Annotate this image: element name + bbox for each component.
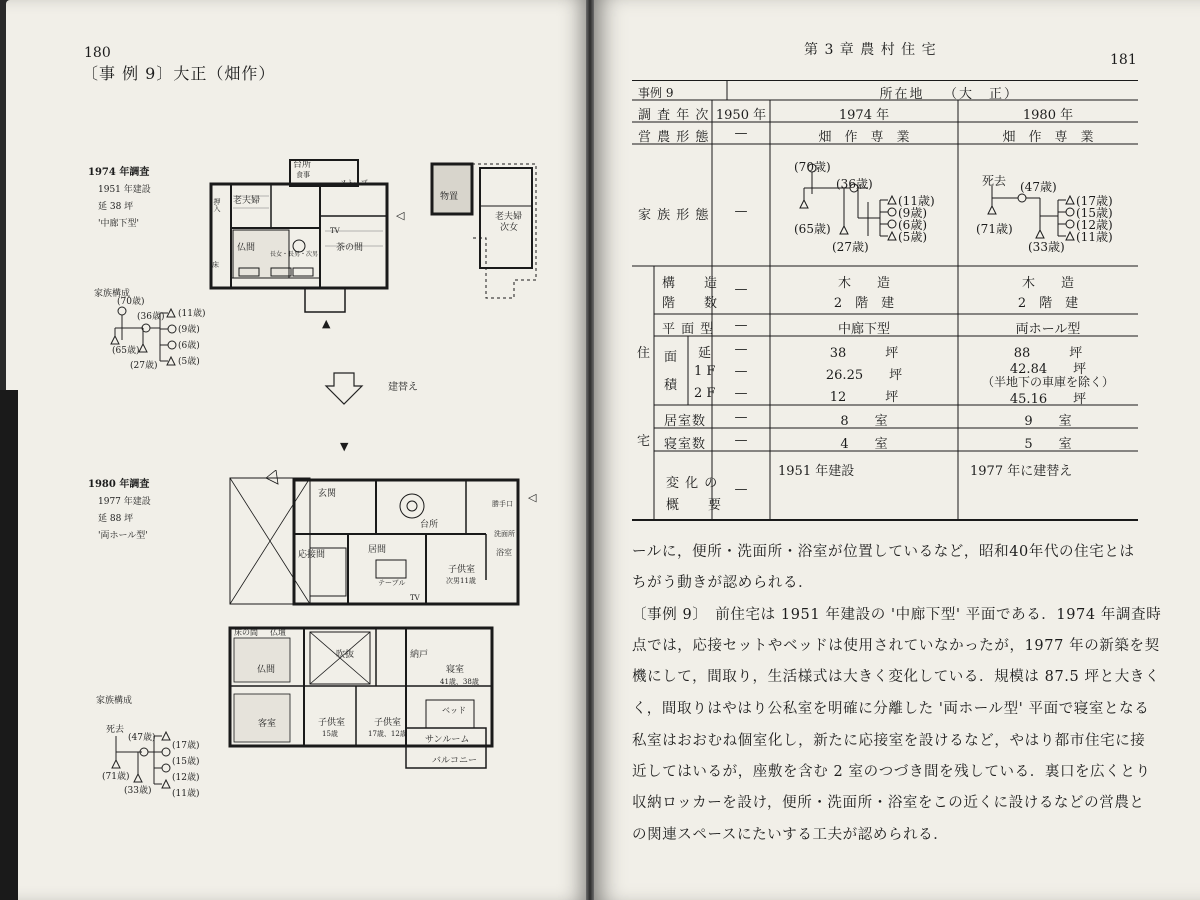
f80-died: 死去 [106,725,125,735]
change-1974: 1951 年建設 [778,464,855,479]
room-chanoma: 茶の間 [336,243,364,253]
farming-1980: 畑 作 専 業 [1002,130,1094,145]
room-balcony: バルコニー [432,756,478,766]
structure-1980: 木 造 [1021,276,1075,291]
entry-arrow-1980: ◁ [528,491,537,504]
f74-age-5: (5歳) [178,357,200,367]
room-nando: 納戸 [410,650,429,660]
room-child-1f: 子供室 [448,565,476,575]
room-entrance-1980: 玄関 [318,489,337,499]
paragraph-line-9: 収納ロッカーを設け，便所・洗面所・浴室をこの近くに設けるなどの営農と [632,795,1145,811]
room-child-2f-b: 子供室 [374,718,402,728]
area-total-1980: 88 坪 [1013,346,1083,361]
entry-arrow-1974: ◁ [396,209,405,222]
paragraph-line-2: ちがう動きが認められる． [632,575,814,591]
f80-age-11: (11歳) [172,789,200,799]
f80-age-47: (47歳) [128,733,156,743]
room-storage-1974: 物置 [440,192,459,202]
group-label-bottom: 宅 [637,434,651,449]
f74-age-9: (9歳) [178,325,200,335]
floors-1974: 2 階 建 [833,296,895,311]
paragraph-line-8: 近してはいるが，座敷を含む 2 室のつづき間を残している．裏口を広くとり [632,764,1151,780]
change-1980: 1977 年に建替え [970,464,1073,479]
left-page-number: 180 [84,45,111,61]
row-living-rooms-label: 居室数 [664,414,707,429]
rebuild-arrow [324,372,364,406]
farming-1950: — [734,126,748,141]
plan-1974: 中廊下型 [837,322,891,337]
plan-1950: — [734,318,748,333]
f80-age-33: (33歳) [124,786,152,796]
paragraph-line-10: の関連スペースにたいする工夫が認められる． [632,827,949,843]
t-f74-age-11: (11歳) [898,194,935,208]
bedrooms-1950: — [734,433,748,448]
row-farming-label: 営 農 形 態 [638,130,710,145]
row-structure-label: 構 造 [662,276,719,291]
paragraph-line-3: 〔事例 9〕 前住宅は 1951 年建設の '中廊下型' 平面である．1974 年調査時 [632,607,1162,623]
f80-age-71: (71歳) [102,772,130,782]
survey-1980-type: '両ホール型' [98,531,148,541]
room-elderly-2f: 老夫婦 [495,212,523,222]
triangle-marker-2: ▼ [340,440,349,453]
f74-age-36: (36歳) [137,312,165,322]
f80-age-17: (17歳) [172,741,200,751]
room-second-daughter: 次女 [500,223,519,233]
bedroom-ages: 41歳、38歳 [440,678,479,686]
child-2f-a-age: 15歳 [322,730,338,738]
table-location-label: 所在地 [879,87,925,102]
living-rooms-1950: — [734,410,748,425]
toko-label: 床 [212,261,219,269]
survey-year-1980: 1980 年 [1022,108,1074,123]
area-label-b: 積 [664,378,678,393]
row-change-label-1: 変 化 の [666,476,719,491]
t-f80-age-17: (17歳) [1076,194,1113,208]
right-page-number: 181 [1110,52,1137,68]
t-f74-age-65: (65歳) [794,222,831,236]
chapter-header: 第 3 章 農 村 住 宅 [804,42,937,58]
page-edge-shadow [0,390,18,900]
tv-label-1974: TV [330,227,340,235]
row-family-label: 家 族 形 態 [638,208,710,223]
t-f80-age-71: (71歳) [976,222,1013,236]
t-f80-age-33: (33歳) [1028,240,1065,254]
rebuild-label: 建替え [388,382,418,393]
area-1f-label: 1 F [694,364,716,379]
room-kitchen-1974: 台所 [293,160,312,170]
area-label-a: 面 [664,350,678,365]
butsudan-label: 仏壇 [270,628,286,637]
area-1f-1980: 42.84 坪 [1009,362,1087,377]
room-child-2f-a: 子供室 [318,718,346,728]
t-f74-age-70: (70歳) [794,160,831,174]
family-1980-label: 家族構成 [96,696,133,706]
area-1f-1974: 26.25 坪 [825,368,903,383]
bed-label: ベッド [442,706,466,715]
group-label-top: 住 [637,346,651,361]
f80-age-15: (15歳) [172,757,200,767]
area-2f-label: 2 F [694,386,716,401]
structure-1974: 木 造 [837,276,891,291]
f74-age-27: (27歳) [130,361,158,371]
t-f80-age-47: (47歳) [1020,180,1057,194]
change-1950: — [734,482,748,497]
t-f80-age-12: (12歳) [1076,218,1113,232]
bedrooms-1974: 4 室 [840,437,888,452]
survey-1974-built: 1951 年建設 [98,185,151,195]
book-gutter [586,0,594,900]
room-living: 居間 [368,545,387,555]
area-1f-1980-note: （半地下の車庫を除く） [981,375,1115,389]
room-dining-1974: 食事 [296,171,310,179]
family-1974-label: 家族構成 [94,289,131,299]
row-bedrooms-label: 寝室数 [664,437,707,452]
f80-age-12: (12歳) [172,773,200,783]
area-2f-1980: 45.16 坪 [1009,392,1087,407]
survey-year-1950: 1950 年 [715,108,767,123]
t-f74-age-36: (36歳) [836,177,873,191]
area-1f-1950: — [734,364,748,379]
area-2f-1950: — [734,386,748,401]
survey-1980-area: 延 88 坪 [98,514,134,524]
survey-1980-label: 1980 年調査 [88,479,150,490]
room-guest: 客室 [258,719,277,729]
living-rooms-1974: 8 室 [840,414,888,429]
t-f74-age-9: (9歳) [898,206,927,220]
paragraph-line-4: 点では，応接セットやベッドは使用されていなかったが，1977 年の新築を契 [632,638,1160,654]
tv-label-1980: TV [410,594,420,602]
f74-age-11: (11歳) [178,309,206,319]
table-label-1980: テーブル [378,579,406,587]
room-tokonoma: 床の間 [234,628,258,637]
row-change-label-2: 概 要 [666,498,723,513]
room-sunroom: サンルーム [425,735,470,745]
triangle-marker-1: ▲ [322,317,331,330]
floor-plan-1974-1f [205,156,400,316]
room-reception: 応接間 [298,550,326,560]
closet-1974: 押入 [213,198,221,212]
bedrooms-1980: 5 室 [1024,437,1072,452]
stove-label: ストーブ [340,179,368,187]
t-f80-age-15: (15歳) [1076,206,1113,220]
area-total-1974: 38 坪 [829,346,899,361]
room-bath: 浴室 [496,548,512,557]
room-back-door: 勝手口 [492,500,513,508]
room-elderly-couple: 老夫婦 [233,196,261,206]
room-butsuma-1974: 仏間 [237,243,256,253]
paragraph-line-1: ールに，便所・洗面所・浴室が位置しているなど，昭和40年代の住宅とは [632,544,1135,560]
survey-1974-type: '中廊下型' [98,219,139,229]
table-location-value: （大 正） [944,87,1020,102]
room-butsuma-1980: 仏間 [257,665,276,675]
floors-1980: 2 階 建 [1017,296,1079,311]
area-total-label: 延 [698,346,712,361]
f74-age-70: (70歳) [117,297,145,307]
farming-1974: 畑 作 専 業 [818,130,910,145]
child-2f-b-age: 17歳、12歳 [368,730,407,738]
t-f74-age-6: (6歳) [898,218,927,232]
room-bedroom: 寝室 [446,665,465,675]
plan-1980: 両ホール型 [1015,322,1081,337]
paragraph-line-6: く，間取りはやはり公私室を明確に分離した '両ホール型' 平面で寝室となる [632,701,1150,717]
room-kitchen-1980: 台所 [420,520,439,530]
floor-plan-1980-2f [226,624,496,772]
floor-plan-1974-2f [428,158,548,308]
row-survey-year-label: 調 査 年 次 [638,108,710,123]
t-f74-age-5: (5歳) [898,230,927,244]
area-2f-1974: 12 坪 [829,390,899,405]
child-1f-age: 次男11歳 [446,577,476,585]
row-plan-label: 平 面 型 [662,322,715,337]
children-label-1974: 長女・長男・次男 [270,251,319,258]
f74-age-65: (65歳) [112,346,140,356]
t-f80-died: 死去 [982,174,1007,188]
t-f80-age-11: (11歳) [1076,230,1113,244]
floor-plan-1980-1f [226,470,521,610]
survey-1974-label: 1974 年調査 [88,167,150,178]
paragraph-line-5: 機にして，間取り，生活様式は大きく変化している．規模は 87.5 坪と大きく [632,669,1161,685]
paragraph-line-7: 私室はおおむね個室化し，新たに応接室を設けるなど，やはり都市住宅に接 [632,733,1146,749]
t-f74-age-27: (27歳) [832,240,869,254]
data-table [632,80,1138,521]
survey-year-1974: 1974 年 [838,108,890,123]
family-1950: — [734,204,748,219]
table-case-label: 事例 9 [638,86,674,100]
room-washroom: 洗面所 [494,530,515,538]
structure-1950: — [734,282,748,297]
living-rooms-1980: 9 室 [1024,414,1072,429]
survey-1974-area: 延 38 坪 [98,202,134,212]
f74-age-6: (6歳) [178,341,200,351]
row-floors-label: 階 数 [662,296,719,311]
room-fukinuke: 吹抜 [336,650,355,660]
area-total-1950: — [734,342,748,357]
case-heading: 〔事 例 9〕大正（畑作） [82,64,276,83]
survey-1980-built: 1977 年建設 [98,497,151,507]
